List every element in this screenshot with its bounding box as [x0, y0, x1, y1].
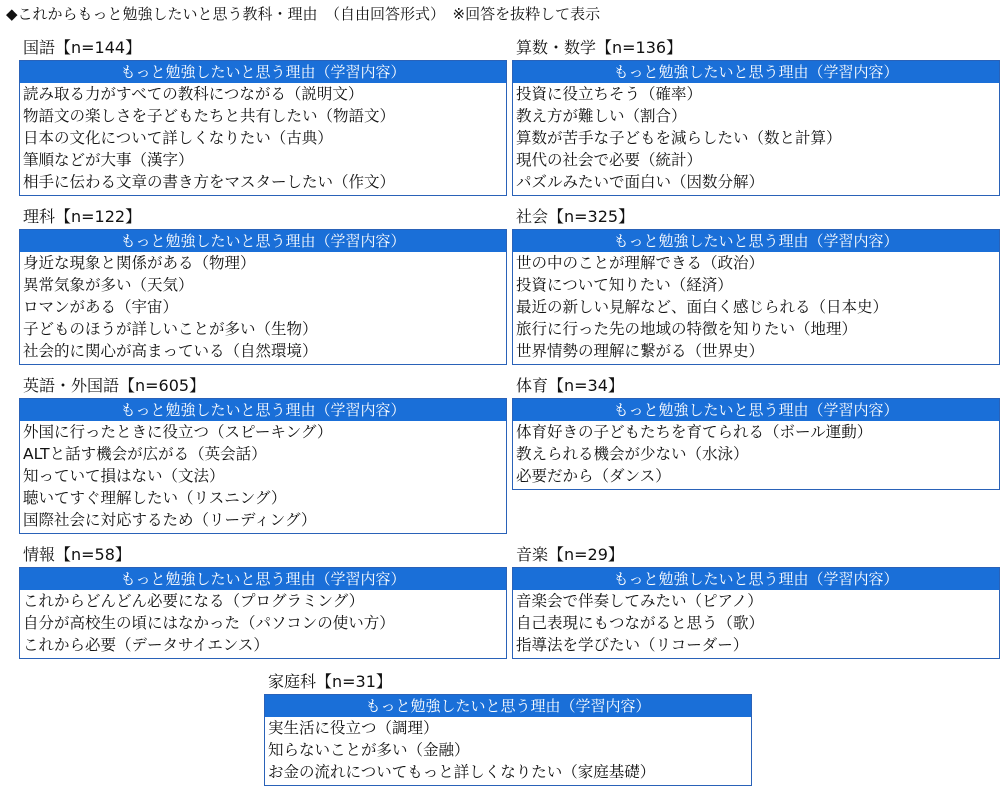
list-item: 指導法を学びたい（リコーダー）: [516, 636, 749, 654]
subject-title: 算数・数学【n=136】: [516, 38, 683, 57]
reason-list: [20, 590, 506, 658]
list-item: 聴いてすぐ理解したい（リスニング）: [23, 489, 287, 507]
list-item: 日本の文化について詳しくなりたい（古典）: [23, 129, 333, 147]
list-item: ALTと話す機会が広がる（英会話）: [23, 445, 267, 463]
list-item: 物語文の楽しさを子どもたちと共有したい（物語文）: [23, 107, 396, 125]
reason-header: もっと勉強したいと思う理由（学習内容）: [513, 568, 999, 590]
list-item: 現代の社会で必要（統計）: [516, 151, 703, 169]
reason-header: もっと勉強したいと思う理由（学習内容）: [20, 61, 506, 83]
reason-box: [512, 60, 1000, 196]
list-item: 投資について知りたい（経済）: [516, 276, 733, 294]
subject-katei: [264, 670, 752, 786]
list-item: 知っていて損はない（文法）: [23, 467, 225, 485]
subject-kokugo: [19, 36, 507, 196]
list-item: 世界情勢の理解に繋がる（世界史）: [516, 342, 765, 360]
page-heading: ◆これからもっと勉強したいと思う教科・理由 （自由回答形式） ※回答を抜粋して表示: [6, 5, 601, 23]
list-item: 読み取る力がすべての教科につながる（説明文）: [23, 85, 364, 103]
subject-title: 理科【n=122】: [23, 207, 142, 226]
list-item: 相手に伝わる文章の書き方をマスターしたい（作文）: [23, 173, 396, 191]
reason-list: [513, 421, 999, 489]
list-item: 異常気象が多い（天気）: [23, 276, 194, 294]
list-item: 算数が苦手な子どもを減らしたい（数と計算）: [516, 129, 842, 147]
list-item: 世の中のことが理解できる（政治）: [516, 254, 765, 272]
list-item: お金の流れについてもっと詳しくなりたい（家庭基礎）: [268, 763, 656, 781]
reason-list: [20, 421, 506, 533]
reason-header: もっと勉強したいと思う理由（学習内容）: [20, 568, 506, 590]
list-item: 知らないことが多い（金融）: [268, 741, 470, 759]
subject-title: 情報【n=58】: [23, 545, 131, 564]
subject-eigo: [19, 374, 507, 534]
subject-joho: [19, 543, 507, 659]
subject-shakai: [512, 205, 1000, 365]
reason-header: もっと勉強したいと思う理由（学習内容）: [513, 230, 999, 252]
subject-rika: [19, 205, 507, 365]
reason-box: [19, 398, 507, 534]
list-item: 自分が高校生の頃にはなかった（パソコンの使い方）: [23, 614, 395, 632]
reason-list: [20, 83, 506, 195]
reason-box: [19, 567, 507, 659]
subject-taiiku: [512, 374, 1000, 490]
subject-sansu: [512, 36, 1000, 196]
subject-title: 音楽【n=29】: [516, 545, 624, 564]
list-item: ロマンがある（宇宙）: [23, 298, 179, 316]
reason-header: もっと勉強したいと思う理由（学習内容）: [513, 399, 999, 421]
reason-box: [264, 694, 752, 786]
list-item: 身近な現象と関係がある（物理）: [23, 254, 256, 272]
list-item: 最近の新しい見解など、面白く感じられる（日本史）: [516, 298, 889, 316]
list-item: 筆順などが大事（漢字）: [23, 151, 194, 169]
reason-header: もっと勉強したいと思う理由（学習内容）: [20, 230, 506, 252]
list-item: これからどんどん必要になる（プログラミング）: [23, 592, 365, 610]
list-item: 実生活に役立つ（調理）: [268, 719, 439, 737]
reason-box: [512, 398, 1000, 490]
list-item: これから必要（データサイエンス）: [23, 636, 269, 654]
reason-list: [265, 717, 751, 785]
subject-title: 国語【n=144】: [23, 38, 142, 57]
list-item: 自己表現にもつながると思う（歌）: [516, 614, 765, 632]
list-item: 外国に行ったときに役立つ（スピーキング）: [23, 423, 333, 441]
reason-list: [20, 252, 506, 364]
reason-box: [19, 229, 507, 365]
subject-title: 家庭科【n=31】: [268, 672, 392, 691]
reason-box: [19, 60, 507, 196]
list-item: 社会的に関心が高まっている（自然環境）: [23, 342, 318, 360]
subject-title: 社会【n=325】: [516, 207, 635, 226]
reason-box: [512, 229, 1000, 365]
subject-ongaku: [512, 543, 1000, 659]
list-item: 投資に役立ちそう（確率）: [516, 85, 703, 103]
list-item: 教え方が難しい（割合）: [516, 107, 687, 125]
list-item: 教えられる機会が少ない（水泳）: [516, 445, 749, 463]
reason-header: もっと勉強したいと思う理由（学習内容）: [265, 695, 751, 717]
subject-title: 英語・外国語【n=605】: [23, 376, 206, 395]
list-item: 子どものほうが詳しいことが多い（生物）: [23, 320, 318, 338]
list-item: パズルみたいで面白い（因数分解）: [516, 173, 765, 191]
reason-header: もっと勉強したいと思う理由（学習内容）: [513, 61, 999, 83]
list-item: 旅行に行った先の地域の特徴を知りたい（地理）: [516, 320, 858, 338]
list-item: 国際社会に対応するため（リーディング）: [23, 511, 317, 529]
list-item: 音楽会で伴奏してみたい（ピアノ）: [516, 592, 763, 610]
subject-title: 体育【n=34】: [516, 376, 624, 395]
reason-box: [512, 567, 1000, 659]
reason-list: [513, 252, 999, 364]
reason-header: もっと勉強したいと思う理由（学習内容）: [20, 399, 506, 421]
reason-list: [513, 590, 999, 658]
list-item: 体育好きの子どもたちを育てられる（ボール運動）: [516, 423, 873, 441]
reason-list: [513, 83, 999, 195]
list-item: 必要だから（ダンス）: [516, 467, 671, 485]
